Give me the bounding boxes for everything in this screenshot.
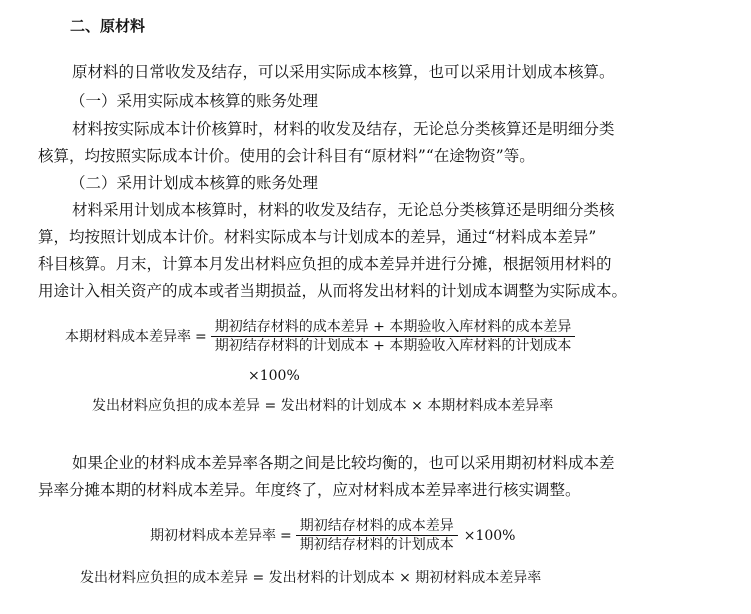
paragraph-planned-cost-line-4: 用途计入相关资产的成本或者当期损益，从而将发出材料的计划成本调整为实际成本。 <box>38 282 628 300</box>
subsection-title-actual-cost: （一）采用实际成本核算的账务处理 <box>70 92 319 110</box>
formula-3-equals: = <box>280 527 292 544</box>
formula-1-numerator: 期初结存材料的成本差异 + 本期验收入库材料的成本差异 <box>211 318 576 337</box>
paragraph-actual-cost-line-2: 核算，均按照实际成本计价。使用的会计科目有“原材料”“在途物资”等。 <box>38 147 535 165</box>
formula-issued-variance-current: 发出材料应负担的成本差异 = 发出材料的计划成本 × 本期材料成本差异率 <box>92 398 554 414</box>
paragraph-intro: 原材料的日常收发及结存，可以采用实际成本核算，也可以采用计划成本核算。 <box>72 63 615 81</box>
paragraph-opening-rate-line-2: 异率分摊本期的材料成本差异。年度终了，应对材料成本差异率进行核实调整。 <box>38 481 581 499</box>
formula-opening-variance-rate <box>150 517 516 554</box>
formula-3-lhs: 期初材料成本差异率 <box>150 527 276 544</box>
formula-1-equals: = <box>195 328 207 345</box>
section-title: 二、原材料 <box>70 17 146 35</box>
formula-3-fraction <box>296 517 458 554</box>
formula-current-variance-rate <box>65 318 575 355</box>
subsection-title-planned-cost: （二）采用计划成本核算的账务处理 <box>70 174 319 192</box>
formula-issued-variance-opening: 发出材料应负担的成本差异 = 发出材料的计划成本 × 期初材料成本差异率 <box>80 570 542 586</box>
paragraph-actual-cost-line-1: 材料按实际成本计价核算时，材料的收发及结存，无论总分类核算还是明细分类 <box>72 120 615 138</box>
paragraph-planned-cost-line-3: 科目核算。月末，计算本月发出材料应负担的成本差异并进行分摊，根据领用材料的 <box>38 255 612 273</box>
formula-1-fraction <box>211 318 576 355</box>
paragraph-planned-cost-line-1: 材料采用计划成本核算时，材料的收发及结存，无论总分类核算还是明细分类核 <box>72 201 615 219</box>
formula-1-denominator: 期初结存材料的计划成本 + 本期验收入库材料的计划成本 <box>214 338 572 354</box>
formula-3-denominator: 期初结存材料的计划成本 <box>299 537 454 553</box>
paragraph-planned-cost-line-2: 算，均按照计划成本计价。材料实际成本与计划成本的差异，通过“材料成本差异” <box>38 228 597 246</box>
formula-3-numerator: 期初结存材料的成本差异 <box>296 517 458 536</box>
formula-1-multiplier: ×100% <box>248 368 300 384</box>
paragraph-opening-rate-line-1: 如果企业的材料成本差异率各期之间是比较均衡的，也可以采用期初材料成本差 <box>72 454 615 472</box>
formula-1-lhs: 本期材料成本差异率 <box>65 328 191 345</box>
formula-3-multiplier: ×100% <box>463 527 516 544</box>
